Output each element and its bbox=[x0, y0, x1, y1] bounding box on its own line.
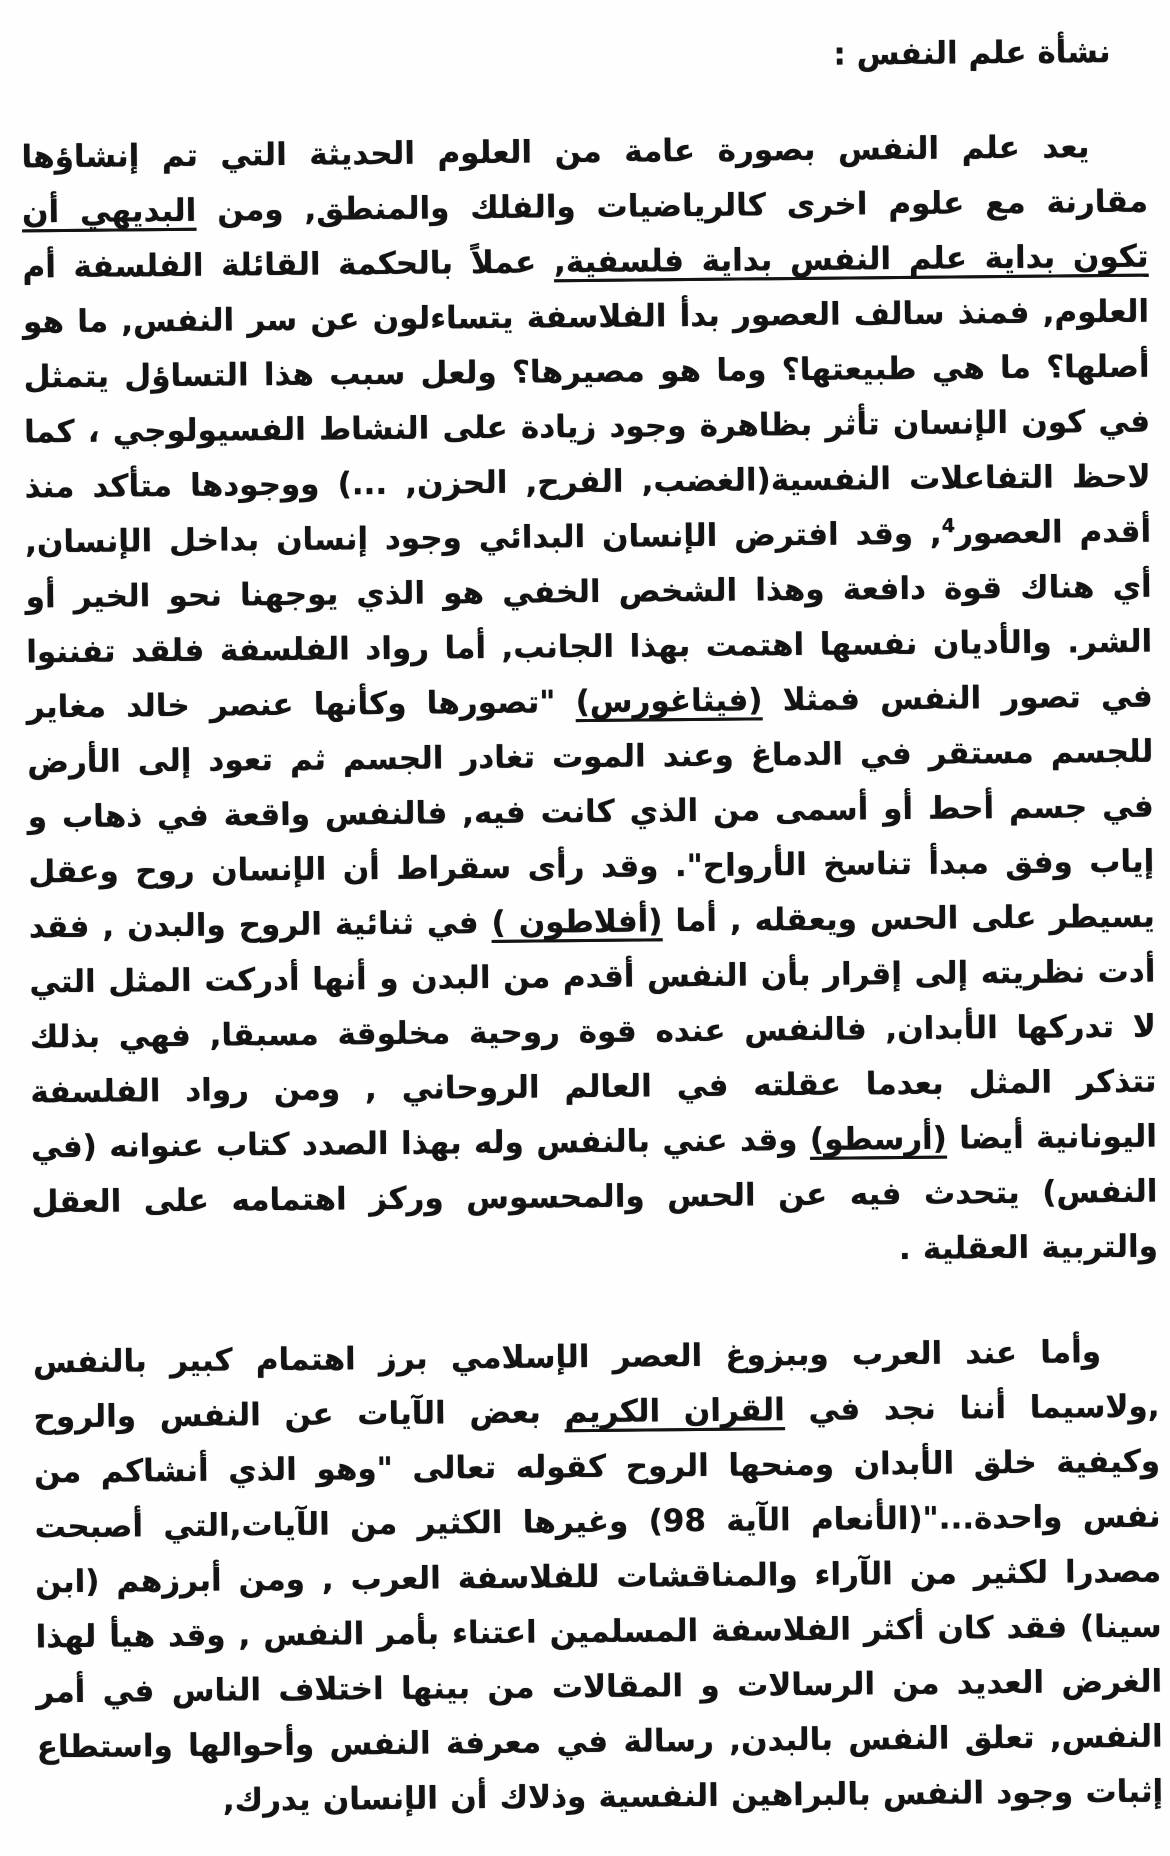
underlined-text: (أفلاطون ) bbox=[491, 903, 663, 942]
text-run: يعد علم النفس بصورة عامة من العلوم الحديثة التي تم إنشاؤها مقارنة مع علوم اخرى كالرياضيات والفلك والمنطق, ومن bbox=[21, 129, 1149, 230]
text-run: , وقد افترض الإنسان البدائي وجود إنسان بداخل الإنسان, أي هناك قوة دافعة وهذا الشخص الخفي هو الذي يوجهنا نحو الخير أو الشر. والأديان نفسها اهتمت بهذا الجانب, أما رواد الفلسفة فلقد تفننوا في تصور النفس فمثلا bbox=[25, 515, 1153, 719]
text-run: "تصورها وكأنها عنصر خالد مغاير للجسم مستقر في الدماغ وعند الموت تغادر الجسم ثم تعود إلى الأرض في جسم أحط أو أسمى من الذي كانت فيه, فالنفس واقعة في ذهاب و إياب وفق مبدأ تناسخ الأرواح". وقد رأى سقراط أن الإنسان روح وعقل يسيطر على الحس ويعقله , أما bbox=[26, 684, 1156, 940]
text-run: في ثنائية الروح والبدن , فقد أدت نظريته إلى إقرار بأن النفس أقدم من البدن و أنها أدركت المثل التي لا تدركها الأبدان, فالنفس عنده قوة روحية مخلوقة مسبقا, فهي بذلك تتذكر المثل بعدما عقلته في العالم الروحاني , ومن رواد الفلسفة اليونانية أيضا bbox=[28, 905, 1158, 1157]
paragraph bbox=[21, 120, 1158, 1286]
underlined-text: البديهي أن تكون بداية علم النفس بداية فلسفية, bbox=[21, 193, 1149, 281]
text-run: وقد عني بالنفس وله بهذا الصدد كتاب عنوانه (في النفس) يتحدث فيه عن الحس والمحسوس وركز اهتمامه على العقل والتربية العقلية . bbox=[30, 1122, 1159, 1268]
underlined-text: (فيثاغورس) bbox=[575, 682, 763, 721]
underlined-text: (أرسطو) bbox=[809, 1120, 948, 1159]
text-run: بعض الآيات عن النفس والروح وكيفية خلق الأبدان ومنحها الروح كقوله تعالى "وهو الذي أنشاكم من نفس واحدة..."(الأنعام الآية 98) وغيرها الكثير من الآيات,التي أصبحت مصدرا لكثير من الآراء والمناقشات للفلاسفة العرب , ومن أبرزهم (ابن سينا) فقد كان أكثر الفلاسفة المسلمين اعتناء بأمر النفس , وقد هيأ لهذا الغرض العديد من الرسالات و المقالات من بينها اختلاف الناس في أمر النفس, تعلق النفس بالبدن, رسالة في معرفة النفس وأحوالها واستطاع إثبات وجود النفس بالبراهين النفسية وذلاك أن الإنسان يدرك, bbox=[33, 1394, 1164, 1819]
text-run: وأما عند العرب وببزوغ العصر الإسلامي برز اهتمام كبير بالنفس ,ولاسيما أننا نجد في bbox=[32, 1334, 1160, 1429]
footnote-marker: 4 bbox=[941, 514, 956, 538]
document-body bbox=[21, 120, 1163, 1831]
page-title: نشأة علم النفس : bbox=[833, 33, 1111, 73]
paragraph bbox=[33, 1325, 1164, 1831]
underlined-text: القران الكريم bbox=[564, 1392, 785, 1431]
text-run: عملاً بالحكمة القائلة الفلسفة أم العلوم, فمنذ سالف العصور بدأ الفلاسفة يتساءلون عن سر النفس, ما هو أصلها؟ ما هي طبيعتها؟ وما هو مصيرها؟ ولعل سبب هذا التساؤل يتمثل في كون الإنسان تأثر بظاهرة وجود زيادة على النشاط الفسيولوجي ، كما لاحظ التفاعلات النفسية(الغضب, الفرح, الحزن, ...) ووجودها متأكد منذ أقدم العصور bbox=[22, 244, 1152, 552]
